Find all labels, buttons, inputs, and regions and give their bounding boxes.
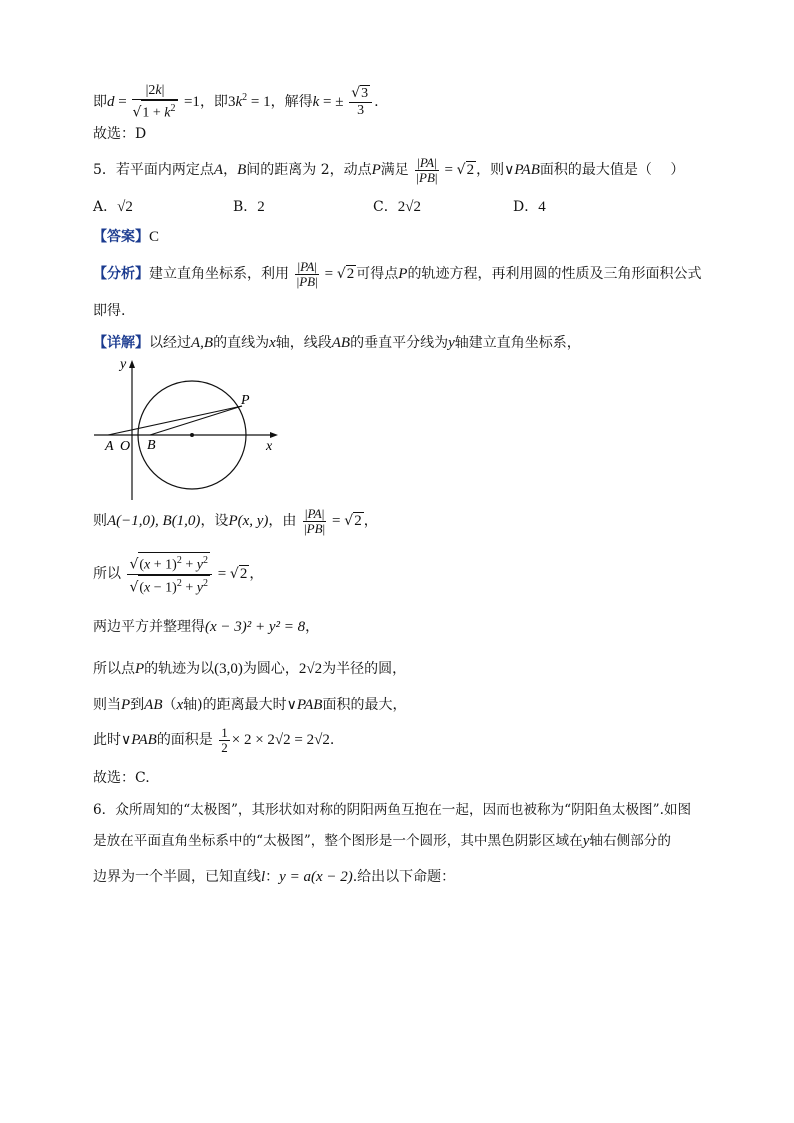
text: 为圆心， (242, 661, 299, 677)
text: ，则∨ (476, 162, 515, 178)
answer-value: C (149, 229, 160, 245)
text: 的面积是 (156, 732, 213, 748)
text: .给出以下命题： (352, 869, 456, 885)
fig-label-a: A (105, 439, 114, 454)
solution-step-3 (93, 617, 734, 637)
solution-step-6 (93, 722, 734, 758)
triangle-pab: PAB (514, 162, 540, 178)
segment-ab: AB (331, 335, 351, 351)
text: ， (305, 619, 320, 635)
text: ，即 (199, 94, 228, 110)
question-6-line-1: 6．众所周知的“太极图”，其形状如对称的阴阳两鱼互抱在一起，因而也被称为“阴阳鱼太极图”.如图 (93, 802, 692, 818)
area-equation: × 2 × 2√2 = 2√2 (231, 732, 330, 748)
text: 面积的最大， (322, 697, 407, 713)
point-b: B (237, 162, 247, 178)
text: ： (265, 869, 280, 885)
fig-label-o: O (120, 439, 131, 454)
text: 5．若平面内两定点 (93, 162, 214, 178)
text: . (374, 94, 379, 110)
eq-one: =1 (183, 94, 200, 110)
points-ab: A,B (191, 335, 214, 351)
text: 则 (93, 513, 107, 529)
text: 轴，线段 (275, 335, 332, 351)
fig-label-y: y (120, 357, 127, 372)
circle-figure (90, 352, 290, 504)
answer-line (93, 227, 734, 247)
text: ， (363, 513, 378, 529)
coords-ab: A(−1,0), B(1,0) (107, 513, 201, 529)
text: 即 (93, 94, 107, 110)
solution-step-5 (93, 695, 734, 715)
fig-label-p: P (241, 393, 250, 408)
ratio-pa-pb: $\frac{|PA|}{|PB|}$ (416, 154, 438, 185)
line-equation: y = a(x − 2) (279, 869, 353, 885)
analysis-tag: 【分析】 (93, 266, 149, 282)
solution-step-4 (93, 659, 734, 679)
triangle-pab: PAB (296, 697, 323, 713)
line-l: l (261, 869, 266, 885)
fig-label-b: B (147, 438, 156, 453)
choose-d: 故选：D (93, 126, 147, 142)
text: 间的距离为 2，动点 (246, 162, 372, 178)
solution-line-distance: 即d = $\frac{|2k|}{√1 + k^2}$ =1，即$3k^2 = 1$，解得k = ± $\frac{√3}{3}$ . (93, 82, 379, 121)
text: 以经过 (149, 335, 191, 351)
text: 两边平方并整理得 (93, 619, 205, 635)
text: （ (162, 697, 177, 713)
point-p-xy: P(x, y) (228, 513, 269, 529)
ratio-pa-pb: $\frac{|PA|}{|PB|}$ (296, 258, 318, 289)
fraction-one-half: $\frac{1}{2}$ (221, 724, 228, 755)
y-var: y (448, 335, 455, 351)
text: 的直线为 (213, 335, 270, 351)
text: 的轨迹为以 (144, 661, 215, 677)
option-a: A．√2 (93, 199, 133, 215)
x-var: x (176, 697, 184, 713)
question-6-line-2 (93, 831, 734, 851)
options-row (93, 197, 734, 217)
text: 的垂直平分线为 (350, 335, 449, 351)
text: ，由 (268, 513, 297, 529)
center-coords: (3,0) (214, 661, 243, 677)
text: 轴建立直角坐标系， (454, 335, 581, 351)
text: 是放在平面直角坐标系中的“太极图”，整个图形是一个圆形，其中黑色阴影区域在 (93, 833, 583, 849)
segment-ab: AB (144, 697, 163, 713)
text: ，设 (200, 513, 229, 529)
question-6-line-3 (93, 867, 734, 887)
text: ， (223, 162, 238, 178)
text: 建立直角坐标系，利用 (149, 266, 289, 282)
option-d: D．4 (513, 199, 546, 215)
text: 轴)的距离最大时∨ (183, 697, 297, 713)
text: . (329, 732, 335, 748)
fraction-distance-ratio: $\frac{√(x + 1)^2 + y^2}{√(x - 1)^2 + y^2}$ (127, 552, 212, 596)
solution-step-1: 则A(−1,0), B(1,0)，设P(x, y)，由 $\frac{|PA|}{|PB|}$ = √2 ， (93, 505, 378, 536)
fraction-distance: $\frac{|2k|}{√1 + k^2}$ (132, 82, 176, 121)
point-a: A (213, 162, 224, 178)
fraction-root3-over-3: $\frac{√3}{3}$ (349, 85, 372, 119)
text: 为半径的圆， (322, 661, 407, 677)
text: 面积的最大值是（ ） (539, 162, 685, 178)
ratio-pa-pb: $\frac{|PA|}{|PB|}$ (304, 505, 326, 536)
text: 所以 (93, 566, 121, 582)
option-b: B．2 (233, 199, 265, 215)
point-p: P (135, 661, 145, 677)
solution-step-2: 所以 $\frac{√(x + 1)^2 + y^2}{√(x - 1)^2 + y^2}$ = √2 ， (93, 548, 734, 600)
radius-value: 2√2 (298, 661, 323, 677)
text: 可得点 (356, 266, 399, 282)
question-5: 5．若平面内两定点A，B间的距离为 2，动点P满足 $\frac{|PA|}{|PB|}$ = √2 ，则∨PAB面积的最大值是（ ） (93, 154, 685, 185)
detail-line (93, 333, 734, 353)
circle-equation: (x − 3)² + y² = 8 (205, 619, 306, 635)
text: ， (249, 566, 264, 582)
text: 边界为一个半圆，已知直线 (93, 869, 261, 885)
fig-label-x: x (266, 439, 273, 454)
text: 满足 (380, 162, 409, 178)
answer-tag: 【答案】 (93, 229, 149, 245)
point-p: P (371, 162, 381, 178)
analysis-line-2: 即得. (93, 303, 126, 319)
point-p: P (121, 697, 131, 713)
detail-tag: 【详解】 (93, 335, 149, 351)
option-c: C．2√2 (373, 199, 421, 215)
analysis-line: 【分析】建立直角坐标系，利用 $\frac{|PA|}{|PB|}$ = √2 可得点P的轨迹方程，再利用圆的性质及三角形面积公式 (93, 258, 702, 289)
text: 此时∨ (93, 732, 132, 748)
choose-c: 故选：C. (93, 770, 150, 786)
x-var: x (269, 335, 276, 351)
text: 的轨迹方程，再利用圆的性质及三角形面积公式 (407, 266, 702, 282)
text: 到 (130, 697, 145, 713)
text: 轴右侧部分的 (589, 833, 671, 849)
text: ，解得 (270, 94, 313, 110)
y-var: y (582, 833, 590, 849)
text: 所以点 (93, 661, 135, 677)
triangle-pab: PAB (131, 732, 157, 748)
text: 则当 (93, 697, 121, 713)
point-p: P (398, 266, 408, 282)
